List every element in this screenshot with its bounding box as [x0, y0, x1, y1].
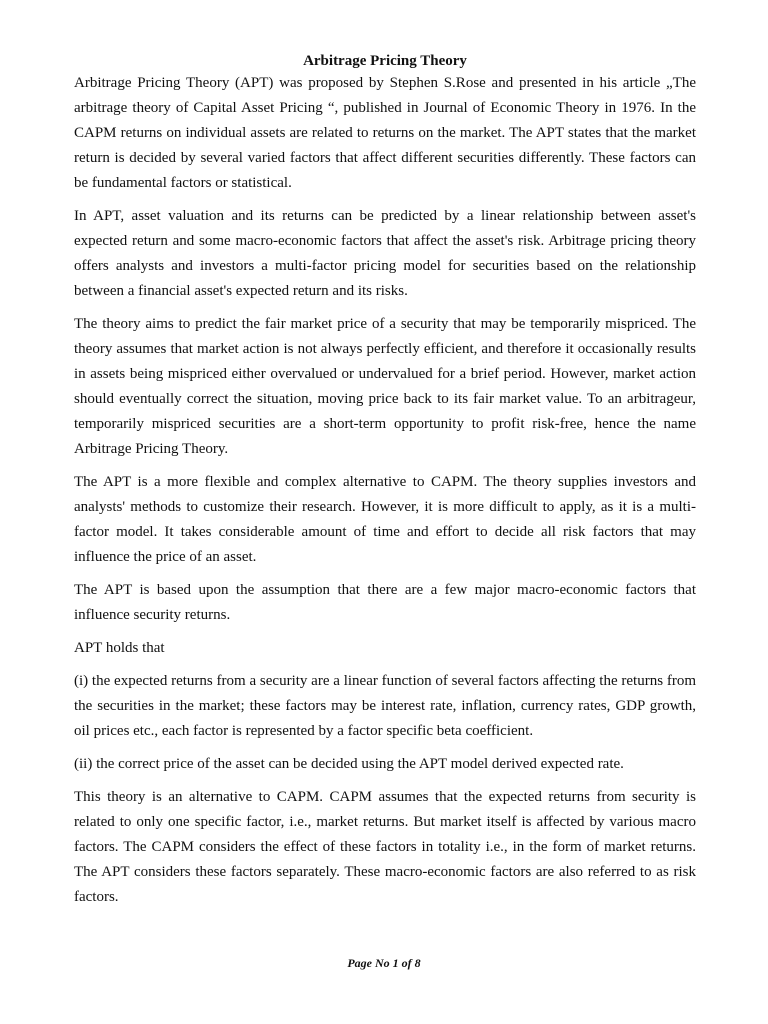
document-title: Arbitrage Pricing Theory — [303, 53, 467, 69]
paragraph-fair-price: The theory aims to predict the fair market price of a security that may be temporarily mispriced. The theory assumes that market action is not always perfectly efficient, and therefore it occasionally results in assets being mispriced either overvalued or undervalued for a brief period. However, market action should eventually correct the situation, moving price back to its fair market value. To an arbitrageur, temporarily mispriced securities are a short-term opportunity to profit risk-free, hence the name Arbitrage Pricing Theory. — [74, 316, 696, 457]
paragraph-apt-holds: APT holds that — [74, 640, 165, 656]
page-number-footer: Page No 1 of 8 — [347, 956, 421, 970]
document-page — [74, 50, 696, 918]
paragraph-point-ii: (ii) the correct price of the asset can be decided using the APT model derived expected rate. — [74, 756, 624, 772]
paragraph-capm-comparison: This theory is an alternative to CAPM. CAPM assumes that the expected returns from security is related to only one specific factor, i.e., market returns. But market itself is affected by various macro factors. The CAPM considers the effect of these factors in totality i.e., in the form of market returns. The APT considers these factors separately. These macro-economic factors are also referred to as risk factors. — [74, 789, 696, 905]
paragraph-asset-valuation: In APT, asset valuation and its returns can be predicted by a linear relationship between asset's expected return and some macro-economic factors that affect the asset's risk. Arbitrage pricing theory offers analysts and investors a multi-factor pricing model for securities based on the relationship between a financial asset's expected return and its risks. — [74, 208, 696, 299]
paragraph-assumption: The APT is based upon the assumption that there are a few major macro-economic factors that influence security returns. — [74, 582, 696, 623]
paragraph-point-i: (i) the expected returns from a security are a linear function of several factors affecting the returns from the securities in the market; these factors may be interest rate, inflation, currency rates, GDP growth, oil prices etc., each factor is represented by a factor specific beta coefficient. — [74, 673, 696, 739]
paragraph-flexibility: The APT is a more flexible and complex alternative to CAPM. The theory supplies investors and analysts' methods to customize their research. However, it is more difficult to apply, as it is a multi-factor model. It takes considerable amount of time and effort to decide all risk factors that may influence the price of an asset. — [74, 474, 696, 565]
paragraph-intro: Arbitrage Pricing Theory (APT) was proposed by Stephen S.Rose and presented in his article „The arbitrage theory of Capital Asset Pricing “, published in Journal of Economic Theory in 1976. In the CAPM returns on individual assets are related to returns on the market. The APT states that the market return is decided by several varied factors that affect different securities differently. These factors can be fundamental factors or statistical. — [74, 75, 696, 191]
